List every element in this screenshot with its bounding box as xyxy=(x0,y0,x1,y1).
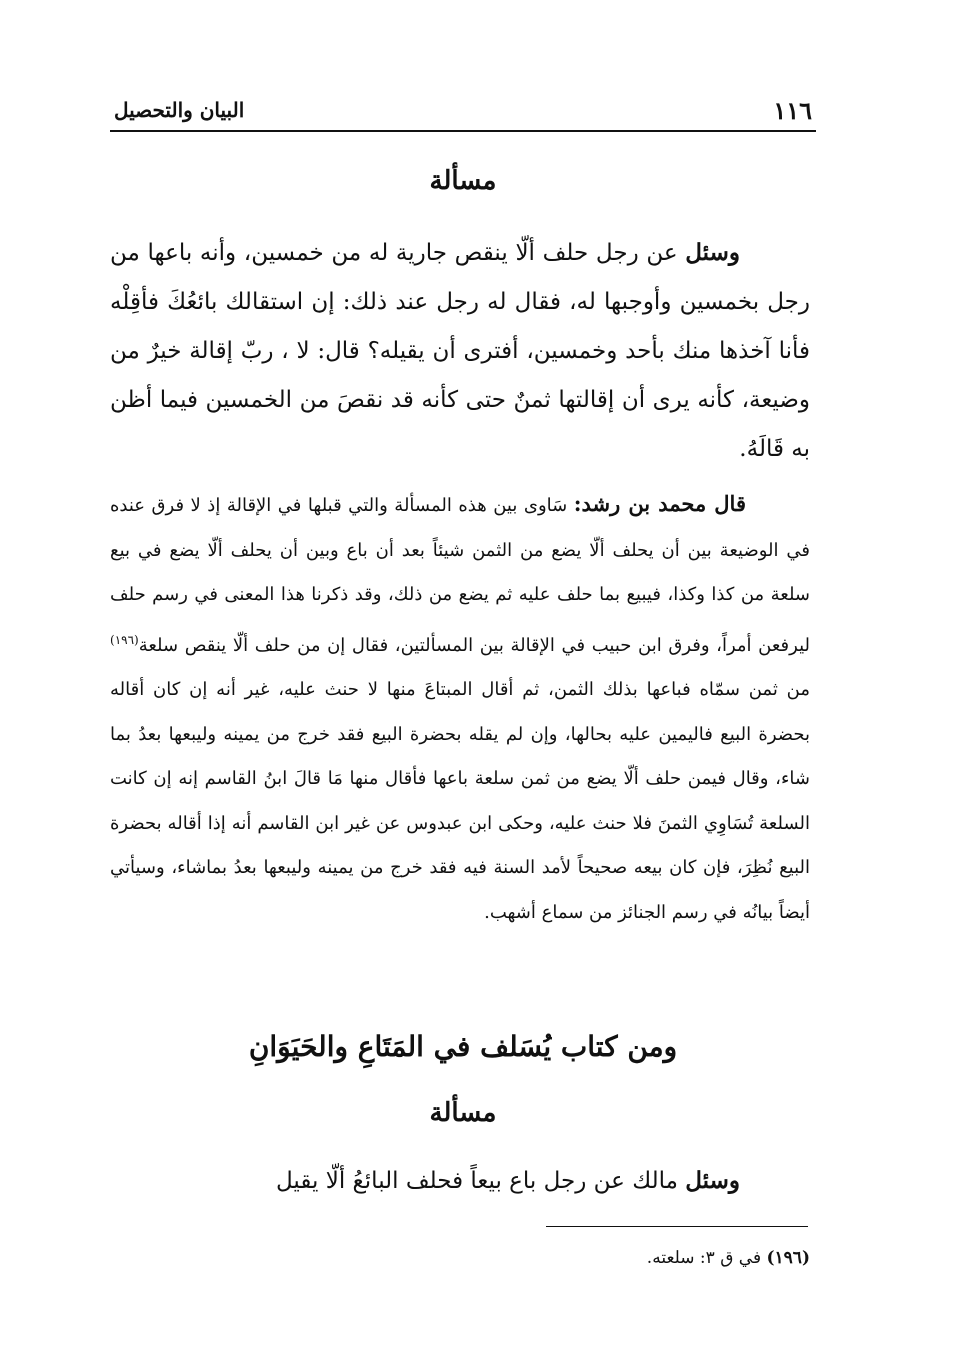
footnote-text: في ق ٣: سلعته. xyxy=(646,1248,767,1268)
commentary-text-part-1: سَاوى بين هذه المسألة والتي قبلها في الإقالة إذ لا فرق عنده في الوضيعة بين أن يحلف ألّا يضع من الثمن شيئاً بعد أن باع وبين أن يحلف ألّا يضع في بيع سلعة من كذا وكذا، فيبيع بما حلف عليه ثم يضع من ذلك، وقد ذكرنا هذا المعنى في رسم حلف ليرفعن أمراً، وفرق ابن حبيب في الإقالة بين المسألتين، فقال إن من حلف ألّا ينقص سلعة xyxy=(110,495,811,656)
paragraph-lead-word: وسئل xyxy=(685,1167,740,1194)
page-number: ١١٦ xyxy=(773,96,812,125)
commentary-lead: قال محمد بن رشد: xyxy=(573,491,746,516)
page-header xyxy=(110,92,816,132)
footnote-divider xyxy=(546,1226,808,1227)
header-divider xyxy=(110,130,816,132)
book-title: البيان والتحصيل xyxy=(114,98,245,122)
paragraph-text: مالك عن رجل باع بيعاً فحلف البائعُ ألّا يقيل xyxy=(276,1168,686,1194)
paragraph-text: عن رجل حلف ألّا ينقص جارية له من خمسين، وأنه باعها من رجل بخمسين وأوجبها له، فقال له رجل عند ذلك: إن استقالك بائعُكَ فأقِلْه فأنا آخذها منك بأحد وخمسين، أفترى أن يقيله؟ قال: لا ، ربّ إقالة خيرٌ من وضيعة، كأنه يرى أن إقالتها ثمنٌ حتى كأنه قد نقصَ من الخمسين فيما أظن به قَالَهُ. xyxy=(110,240,810,462)
footnote-reference[interactable]: (١٩٦) xyxy=(110,632,139,647)
section-heading-masala-1: مسألة xyxy=(429,166,497,196)
footnote-number: (١٩٦) xyxy=(766,1248,810,1268)
commentary-text-part-2: من ثمن سمّاه فباعها بذلك الثمن، ثم أقال المبتاعَ منها لا حنث عليه، غير أنه إن كان أقاله بحضرة البيع فاليمين عليه بحالها، وإن لم يقله بحضرة البيع فقد خرج من يمينه وليبعها بعدُ بما شاء، وقال فيمن حلف ألّا يضع من ثمن سلعة باعها فأقال منها مَا قالَ ابنُ القاسم إنه إن كانت السلعة تُسَاوِي الثمنَ فلا حنث عليه، وحكى ابن عبدوس عن غير ابن القاسم أنه إذا أقاله بحضرة البيع نُظِرَ، فإن كان بيعه صحيحاً لأمد السنة فيه فقد خرج من يمينه وليبعها بعدُ بماشاء، وسيأتي أيضاً بيانُه في رسم الجنائز من سماع أشهب. xyxy=(110,679,810,923)
chapter-heading: ومن كتاب يُسَلف في المَتَاعِ والحَيَوَانِ xyxy=(248,1030,678,1063)
paragraph-question-1 xyxy=(110,228,810,474)
paragraph-question-2 xyxy=(110,1156,810,1206)
paragraph-lead-word: وسئل xyxy=(685,239,740,266)
paragraph-commentary xyxy=(110,482,810,935)
section-heading-masala-2: مسألة xyxy=(429,1098,497,1128)
footnote xyxy=(110,1248,810,1268)
